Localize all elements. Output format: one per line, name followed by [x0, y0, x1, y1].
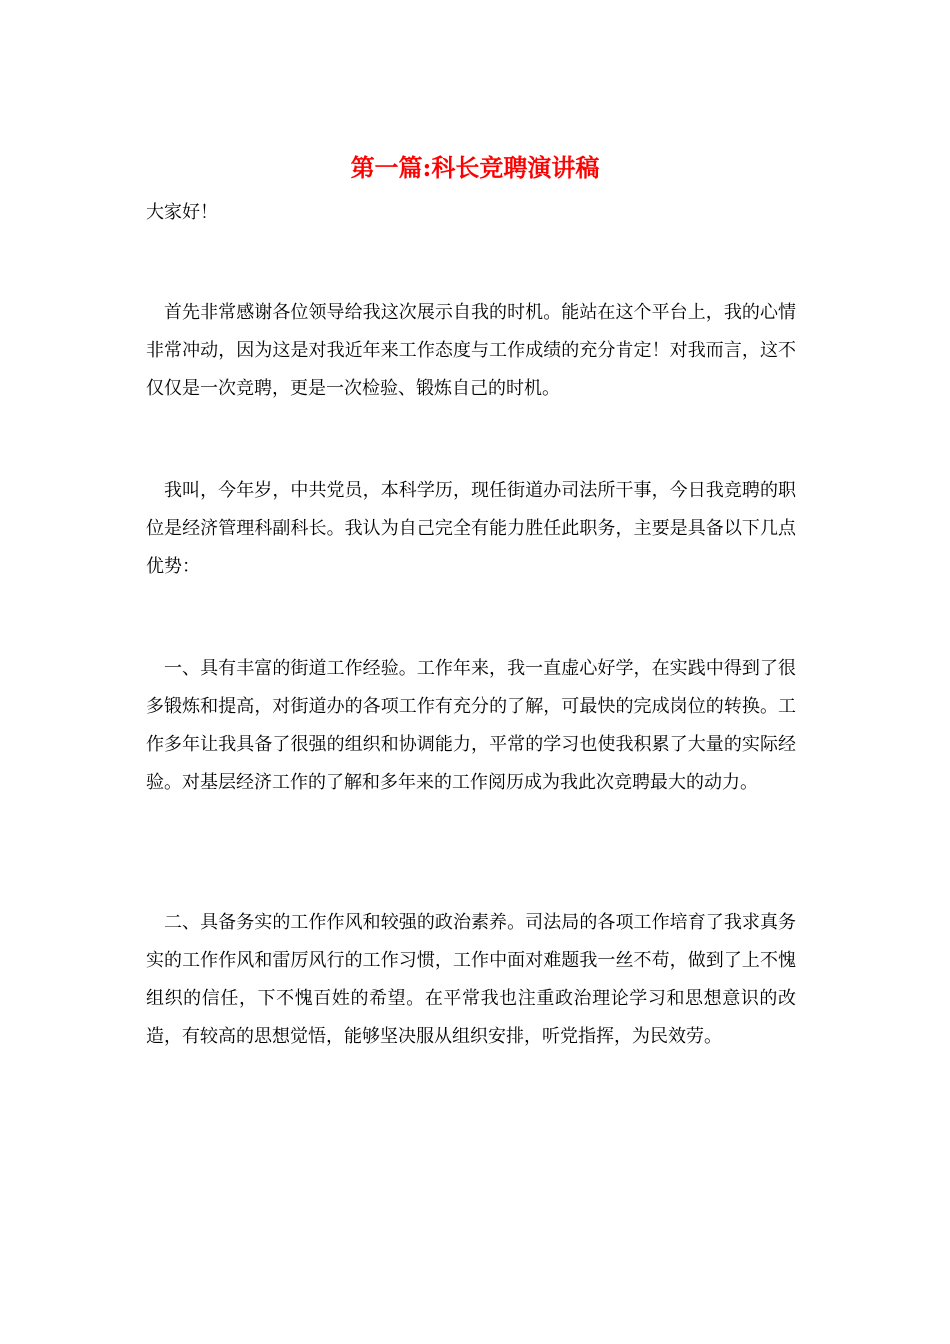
paragraph-3: 一、具有丰富的街道工作经验。工作年来，我一直虚心好学，在实践中得到了很多锻炼和提高，对街道办的各项工作有充分的了解，可最快的完成岗位的转换。工作多年让我具备了很强的组织和协调能力，平常的学习也使我积累了大量的实际经验。对基层经济工作的了解和多年来的工作阅历成为我此次竞聘最大的动力。 [146, 658, 796, 793]
paragraph-4: 二、具备务实的工作作风和较强的政治素养。司法局的各项工作培育了我求真务实的工作作风和雷厉风行的工作习惯，工作中面对难题我一丝不苟，做到了上不愧组织的信任，下不愧百姓的希望。在平常我也注重政治理论学习和思想意识的改造，有较高的思想觉悟，能够坚决服从组织安排，听党指挥，为民效劳。 [146, 912, 796, 1047]
paragraph-1: 首先非常感谢各位领导给我这次展示自我的时机。能站在这个平台上，我的心情非常冲动，因为这是对我近年来工作态度与工作成绩的充分肯定！对我而言，这不仅仅是一次竞聘，更是一次检验、锻炼自己的时机。 [146, 302, 796, 399]
document-title: 第一篇:科长竞聘演讲稿 [350, 153, 600, 182]
paragraph-2: 我叫，今年岁，中共党员，本科学历，现任街道办司法所干事，今日我竞聘的职位是经济管理科副科长。我认为自己完全有能力胜任此职务，主要是具备以下几点优势： [146, 480, 796, 577]
greeting-text: 大家好！ [146, 202, 218, 223]
